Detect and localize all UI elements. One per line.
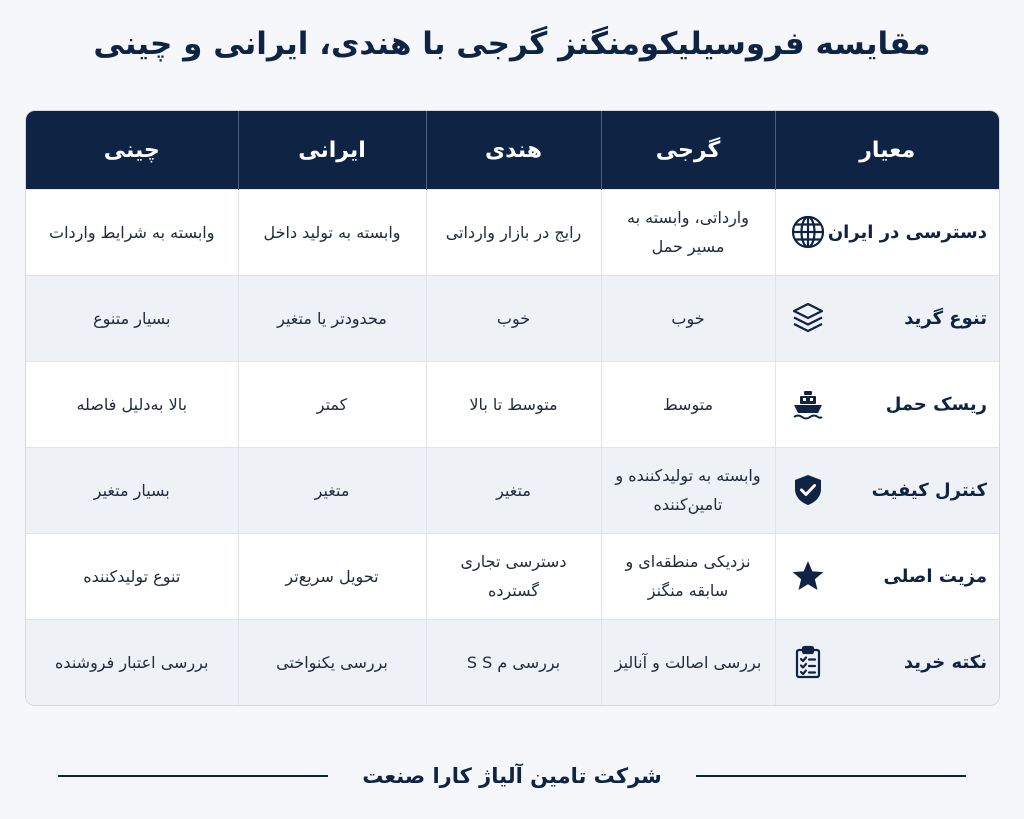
table-row xyxy=(26,275,999,361)
table-row xyxy=(26,447,999,533)
cell-chinese: بسیار متنوع xyxy=(26,275,238,361)
comparison-table xyxy=(26,111,999,705)
globe-icon xyxy=(788,212,828,252)
criterion-label: دسترسی در ایران xyxy=(827,221,987,243)
table-row xyxy=(26,190,999,276)
cell-iranian: تحویل سریع‌تر xyxy=(238,533,426,619)
cell-indian: خوب xyxy=(426,275,601,361)
cell-indian: دسترسی تجاری گسترده xyxy=(426,533,601,619)
cell-georgian: وابسته به تولیدکننده و تامین‌کننده xyxy=(601,447,775,533)
header-criterion: معیار xyxy=(775,111,999,190)
cell-indian: متوسط تا بالا xyxy=(426,361,601,447)
table-row xyxy=(26,533,999,619)
cell-chinese: بالا به‌دلیل فاصله xyxy=(26,361,238,447)
criterion-cell xyxy=(775,361,999,447)
cell-iranian: محدودتر یا متغیر xyxy=(238,275,426,361)
header-chinese: چینی xyxy=(26,111,238,190)
cell-chinese: بسیار متغیر xyxy=(26,447,238,533)
header-indian: هندی xyxy=(426,111,601,190)
cell-chinese: تنوع تولیدکننده xyxy=(26,533,238,619)
criterion-cell xyxy=(775,619,999,705)
cell-iranian: وابسته به تولید داخل xyxy=(238,190,426,276)
shield-check-icon xyxy=(788,470,828,510)
table-header-row xyxy=(26,111,999,190)
footer-company-name: شرکت تامین آلیاژ کارا صنعت xyxy=(362,764,662,788)
cell-chinese: وابسته به شرایط واردات xyxy=(26,190,238,276)
criterion-cell xyxy=(775,533,999,619)
cell-georgian: خوب xyxy=(601,275,775,361)
criterion-cell xyxy=(775,275,999,361)
cell-georgian: بررسی اصالت و آنالیز xyxy=(601,619,775,705)
cell-georgian: نزدیکی منطقه‌ای و سابقه منگنز xyxy=(601,533,775,619)
cell-chinese: بررسی اعتبار فروشنده xyxy=(26,619,238,705)
cell-indian: بررسی م S S xyxy=(426,619,601,705)
comparison-table-card xyxy=(25,110,1000,706)
page-title: مقایسه فروسیلیکومنگنز گرجی با هندی، ایرانی و چینی xyxy=(93,26,931,62)
criterion-label: کنترل کیفیت xyxy=(871,479,987,501)
ship-icon xyxy=(788,384,828,424)
table-row xyxy=(26,361,999,447)
cell-indian: متغیر xyxy=(426,447,601,533)
criterion-cell xyxy=(775,447,999,533)
cell-iranian: متغیر xyxy=(238,447,426,533)
footer xyxy=(0,756,1024,796)
header-georgian: گرجی xyxy=(601,111,775,190)
table-row xyxy=(26,619,999,705)
header-iranian: ایرانی xyxy=(238,111,426,190)
cell-indian: رایج در بازار وارداتی xyxy=(426,190,601,276)
clipboard-checklist-icon xyxy=(788,642,828,682)
footer-divider-left xyxy=(58,775,328,777)
criterion-label: تنوع گرید xyxy=(904,307,987,329)
cell-iranian: بررسی یکنواختی xyxy=(238,619,426,705)
layers-icon xyxy=(788,298,828,338)
footer-divider-right xyxy=(696,775,966,777)
criterion-label: ریسک حمل xyxy=(885,393,987,415)
cell-georgian: متوسط xyxy=(601,361,775,447)
star-icon xyxy=(788,556,828,596)
criterion-label: مزیت اصلی xyxy=(883,565,987,587)
criterion-cell xyxy=(775,190,999,276)
cell-georgian: وارداتی، وابسته به مسیر حمل xyxy=(601,190,775,276)
cell-iranian: کمتر xyxy=(238,361,426,447)
criterion-label: نکته خرید xyxy=(903,651,987,673)
